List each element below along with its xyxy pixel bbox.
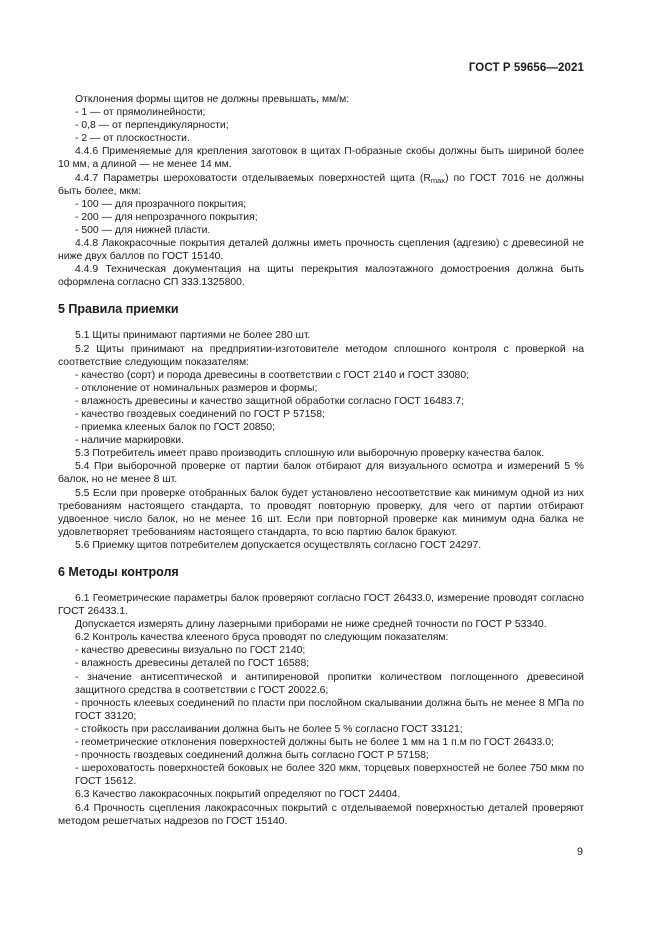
paragraph-5-4: 5.4 При выборочной проверке от партии балок отбирают для визуального осмотра и измерений 5 % балок, но не менее 8 шт.: [58, 461, 584, 486]
list-item: - наличие маркировки.: [75, 435, 184, 447]
document-id: ГОСТ Р 59656—2021: [468, 62, 584, 74]
paragraph: Отклонения формы щитов не должны превышать, мм/м:: [75, 94, 350, 105]
list-item: - качество гвоздевых соединений по ГОСТ Р 57158;: [75, 408, 325, 420]
list-item: - прочность клеевых соединений по пласти при послойном скалывании должна быть не менее 8 МПа по ГОСТ 33120;: [75, 697, 584, 722]
list-item: - качество древесины визуально по ГОСТ 2140;: [75, 645, 306, 657]
page-body: [58, 93, 584, 828]
list-item: - качество (сорт) и порода древесины в соответствии с ГОСТ 2140 и ГОСТ 33080;: [75, 369, 469, 381]
section-heading-5: 5 Правила приемки: [58, 302, 179, 317]
list-item: - 100 — для прозрачного покрытия;: [75, 198, 247, 210]
list-item: - 500 — для нижней пласти.: [75, 224, 211, 236]
list-item: - приемка клееных балок по ГОСТ 20850;: [75, 422, 275, 434]
list-item: - шероховатость поверхностей боковых не более 320 мкм, торцевых поверхностей не более 750 мкм по ГОСТ 15612.: [75, 763, 584, 788]
list-item: - отклонение от номинальных размеров и формы;: [75, 382, 318, 394]
paragraph-6-3: 6.3 Качество лакокрасочных покрытий определяют по ГОСТ 24404.: [75, 789, 401, 801]
paragraph-5-6: 5.6 Приемку щитов потребителем допускается осуществлять согласно ГОСТ 24297.: [75, 539, 482, 551]
page-number: 9: [576, 846, 583, 858]
paragraph-4-4-8: 4.4.8 Лакокрасочные покрытия деталей должны иметь прочность сцепления (адгезию) с древесиной не ниже двух баллов по ГОСТ 15140.: [58, 238, 584, 263]
list-item: - влажность древесины деталей по ГОСТ 16588;: [75, 658, 310, 670]
list-item: - 1 — от прямолинейности;: [75, 107, 206, 119]
paragraph-6-1-b: Допускается измерять длину лазерными приборами не ниже средней точности по ГОСТ Р 53340.: [75, 619, 547, 631]
list-item: - 200 — для непрозрачного покрытия;: [75, 211, 258, 223]
list-item: - значение антисептической и антипиреновой пропитки количеством поглощенного древесиной защитного средства в соответствии с ГОСТ 20022.6;: [75, 671, 584, 696]
paragraph-6-4: 6.4 Прочность сцепления лакокрасочных покрытий с отделываемой поверхностью деталей проверяют методом решетчатых надрезов по ГОСТ 15140.: [58, 802, 584, 827]
paragraph-6-1: 6.1 Геометрические параметры балок проверяют согласно ГОСТ 26433.0, измерение проводят согласно ГОСТ 26433.1.: [58, 593, 584, 618]
paragraph-5-5: 5.5 Если при проверке отобранных балок будет установлено несоответствие как минимум одной из них требованиям настоящего стандарта, то проводят повторную проверку, для чего от партии отбирают удвоенное число балок, но не менее 16 шт. Если при повторной проверке как минимум одна балка не удовлетворяет требованиям настоящего стандарта, то всю партию балок бракуют.: [58, 487, 584, 538]
list-item: - влажность древесины и качество защитной обработки согласно ГОСТ 16483.7;: [75, 395, 465, 407]
list-item: - стойкость при расслаивании должна быть не более 5 % согласно ГОСТ 33121;: [75, 723, 463, 735]
paragraph-text: 4.4.7 Параметры шероховатости отделываемых поверхностей щита (R: [75, 172, 431, 184]
paragraph-5-3: 5.3 Потребитель имеет право производить сплошную или выборочную проверку качества балок.: [75, 448, 545, 460]
paragraph-4-4-6: 4.4.6 Применяемые для крепления заготовок в щитах П-образные скобы должны быть шириной более 10 мм, а длиной — не менее 14 мм.: [58, 146, 584, 171]
section-heading-6: 6 Методы контроля: [58, 565, 179, 579]
paragraph-4-4-7: [58, 172, 584, 198]
paragraph-4-4-9: 4.4.9 Техническая документация на щиты перекрытия малоэтажного домостроения должна быть оформлена согласно СП 333.1325800.: [58, 264, 584, 289]
list-item: - геометрические отклонения поверхностей должны быть не более 1 мм на 1 п.м по ГОСТ 26433.0;: [75, 737, 554, 749]
paragraph-text: ) по ГОСТ 7016 не должны быть более, мкм:: [58, 172, 584, 197]
paragraph-5-2: 5.2 Щиты принимают на предприятии-изготовителе методом сплошного контроля с проверкой на соответствие следующим показателям:: [58, 343, 584, 368]
paragraph-6-2: 6.2 Контроль качества клееного бруса проводят по следующим показателям:: [75, 632, 449, 644]
subscript: max: [430, 175, 446, 185]
list-item: - прочность гвоздевых соединений должна быть согласно ГОСТ Р 57158;: [75, 750, 429, 762]
paragraph-5-1: 5.1 Щиты принимают партиями не более 280 шт.: [75, 330, 311, 342]
list-item: - 2 — от плоскостности.: [75, 133, 190, 145]
list-item: - 0,8 — от перпендикулярности;: [75, 120, 229, 132]
